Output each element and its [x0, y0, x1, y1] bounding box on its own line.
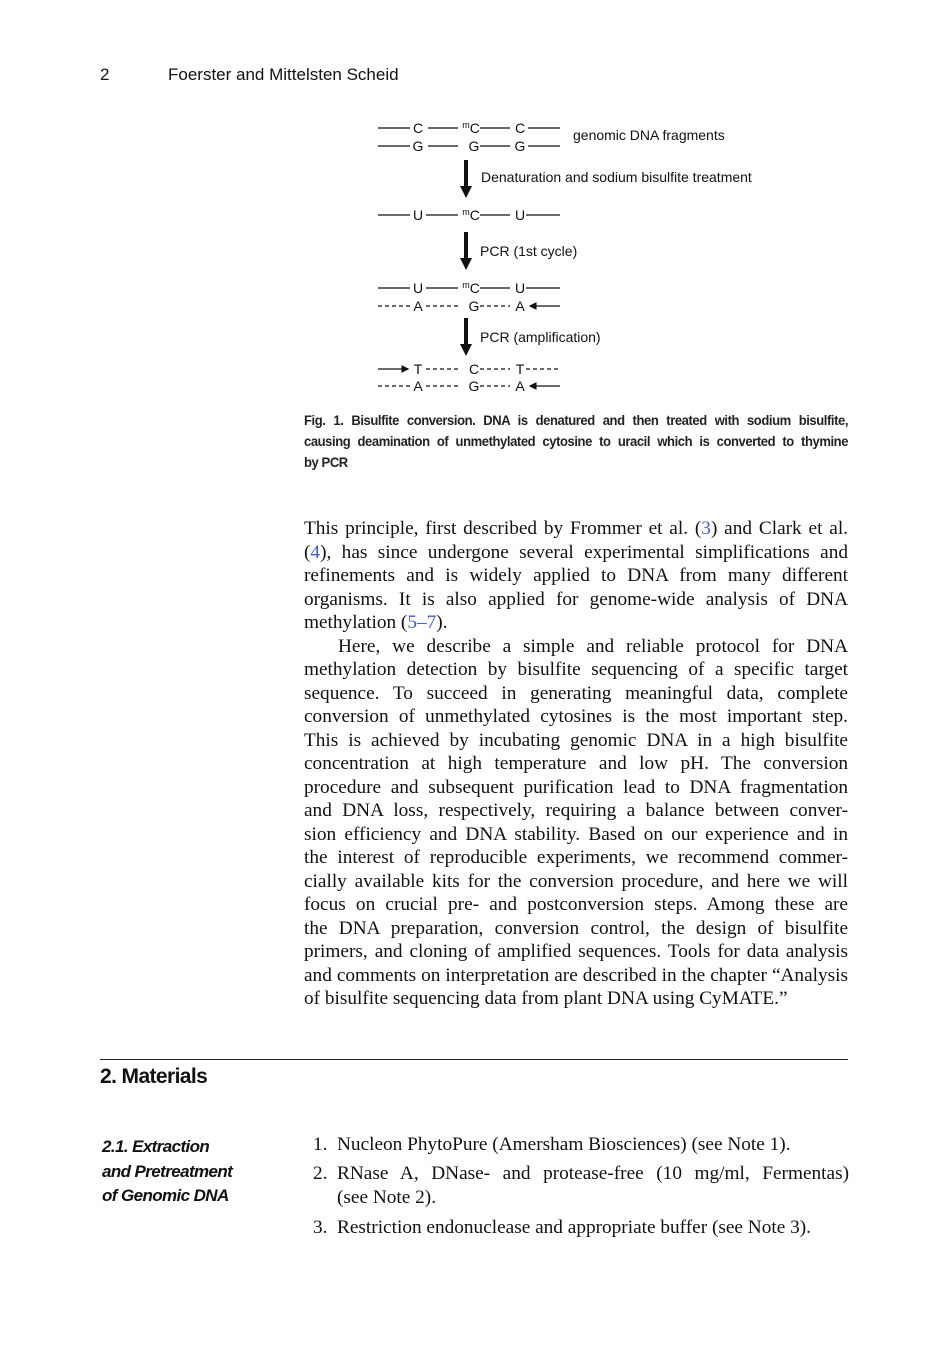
base: U [514, 207, 526, 223]
text-segment: sequence. To succeed in generating meaningful data, complete [304, 682, 848, 704]
text-segment: This principle, first described by Frommer et al. ( [304, 518, 702, 539]
text-line [304, 776, 848, 800]
text-line [304, 658, 848, 682]
text-segment: ( [304, 541, 311, 563]
text-line [304, 917, 848, 941]
base: $^m$C [462, 280, 480, 296]
section-divider [100, 1059, 848, 1060]
text-segment: concentration at high temperature and low pH. The conversion [304, 753, 848, 774]
text-segment: ), has since undergone several experimental simplifications and [320, 541, 848, 563]
text-segment: focus on crucial pre- and postconversion steps. Among these are [304, 894, 848, 915]
bisulfite-conversion-diagram [370, 110, 790, 400]
list-text: Restriction endonuclease and appropriate buffer (see Note 3). [337, 1217, 811, 1238]
text-line [304, 987, 848, 1011]
text-line [304, 752, 848, 776]
text-line [304, 517, 848, 541]
step-label-pcr-first: PCR (1st cycle) [480, 243, 578, 259]
figure-caption [304, 410, 848, 473]
base: T [413, 361, 423, 377]
page-number: 2 [100, 65, 110, 84]
base: U [412, 207, 424, 223]
base: A [413, 378, 423, 394]
base: U [514, 280, 526, 296]
base: G [412, 138, 424, 154]
fragments-label: genomic DNA fragments [573, 127, 725, 143]
text-line [304, 635, 848, 659]
text-line [304, 729, 848, 753]
citation-link[interactable]: 5–7 [407, 612, 437, 633]
text-segment: of bisulfite sequencing data from plant DNA using CyMATE.” [304, 988, 788, 1009]
text-line [304, 823, 848, 847]
text-segment: and DNA loss, respectively, requiring a balance between conver- [304, 800, 848, 821]
text-line [304, 893, 848, 917]
text-segment: cially available kits for the conversion procedure, and here we will [304, 870, 848, 892]
text-segment: Here, we describe a simple and reliable protocol for DNA [338, 635, 848, 657]
process-arrows [460, 160, 472, 356]
list-text: RNase A, DNase- and protease-free (10 mg/ml, Fermentas) [337, 1163, 849, 1184]
base: G [468, 378, 480, 394]
base: G [468, 138, 480, 154]
text-line [304, 682, 848, 706]
base: $^m$C [462, 207, 480, 223]
caption-line: causing deamination of unmethylated cytosine to uracil which is converted to thymine [304, 433, 849, 449]
text-line [304, 846, 848, 870]
text-line [304, 870, 848, 894]
text-segment: organisms. It is also applied for genome-wide analysis of DNA [304, 588, 848, 610]
list-number: 2. [313, 1163, 328, 1184]
base: C [468, 361, 480, 377]
list-number: 1. [313, 1134, 328, 1155]
base: T [515, 361, 525, 377]
text-line [304, 588, 848, 612]
running-head: Foerster and Mittelsten Scheid [168, 65, 399, 84]
text-line [304, 940, 848, 964]
subsection-heading [102, 1135, 232, 1209]
base: A [515, 298, 525, 314]
base: $^m$C [462, 120, 480, 136]
text-line [304, 564, 848, 588]
text-line [304, 964, 848, 988]
text-segment: ). [436, 612, 448, 633]
base: C [514, 120, 526, 136]
section-heading: 2. Materials [100, 1065, 208, 1088]
text-segment: and comments on interpretation are described in the chapter “Analysis [304, 964, 848, 986]
list-text: Nucleon PhytoPure (Amersham Biosciences) (see Note 1). [337, 1134, 791, 1155]
text-line [304, 611, 848, 635]
text-segment: the DNA preparation, conversion control, the design of bisulfite [304, 917, 848, 939]
subsection-heading-line: 2.1. Extraction [102, 1137, 210, 1156]
citation-link[interactable]: 3 [701, 518, 711, 539]
subsection-heading-line: and Pretreatment [102, 1161, 233, 1181]
text-line [304, 705, 848, 729]
text-segment: This is achieved by incubating genomic DNA in a high bisulfite [304, 729, 848, 751]
text-segment: methylation ( [304, 612, 408, 633]
text-segment: methylation detection by bisulfite sequencing of a specific target [304, 659, 848, 680]
step-label-bisulfite: Denaturation and sodium bisulfite treatment [481, 169, 752, 185]
base: C [412, 120, 424, 136]
base: G [468, 298, 480, 314]
text-line [304, 799, 848, 823]
subsection-heading-line: of Genomic DNA [102, 1186, 229, 1205]
text-line [304, 541, 848, 565]
text-segment: the interest of reproducible experiments, we recommend commer- [304, 847, 848, 868]
text-segment: refinements and is widely applied to DNA from many different [304, 565, 848, 586]
caption-line: by PCR [304, 454, 348, 470]
base: A [515, 378, 525, 394]
base: A [413, 298, 423, 314]
text-segment: ) and Clark et al. [710, 518, 848, 539]
list-text: (see Note 2). [337, 1187, 437, 1208]
list-number: 3. [313, 1217, 328, 1238]
text-segment: procedure and subsequent purification lead to DNA fragmentation [304, 776, 848, 798]
text-segment: primers, and cloning of amplified sequences. Tools for data analysis [304, 941, 848, 962]
step-label-pcr-amplification: PCR (amplification) [480, 329, 601, 345]
base: U [412, 280, 424, 296]
citation-link[interactable]: 4 [310, 541, 321, 563]
text-segment: sion efficiency and DNA stability. Based on our experience and in [304, 823, 848, 845]
body-text [304, 517, 848, 1011]
caption-line: Fig. 1. Bisulfite conversion. DNA is denatured and then treated with sodium bisulfite, [304, 412, 849, 428]
base: G [514, 138, 526, 154]
text-segment: conversion of unmethylated cytosines is the most important step. [304, 706, 848, 727]
